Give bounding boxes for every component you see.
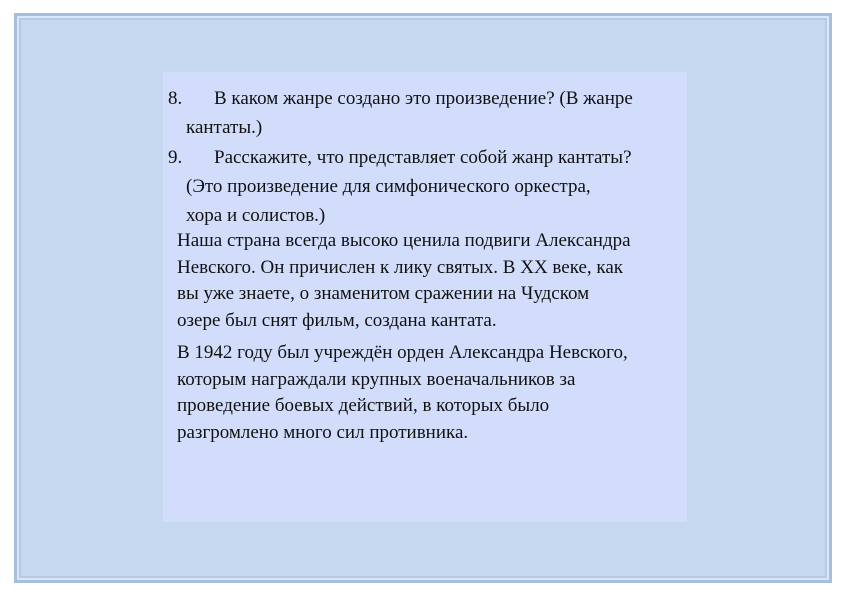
paragraph-2-line-3: проведение боевых действий, в которых было — [177, 395, 550, 416]
paragraph-2-line-1: В 1942 году был учреждён орден Александра Невского, — [177, 342, 628, 363]
paragraph-2-line-2: которым награждали крупных военачальников за — [177, 368, 576, 390]
question-8-number: 8. — [168, 88, 183, 109]
question-8-line-2: кантаты.) — [186, 117, 263, 138]
paragraph-1 — [177, 228, 707, 334]
paragraph-1-line-1: Наша страна всегда высоко ценила подвиги Александра — [177, 230, 631, 251]
question-9-line-3: хора и солистов.) — [186, 205, 326, 226]
question-9-line-2: (Это произведение для симфонического оркестра, — [186, 176, 591, 197]
paragraph-2-line-4: разгромлено много сил противника. — [177, 421, 469, 443]
paragraph-2 — [177, 340, 707, 446]
question-8-line-1: В каком жанре создано это произведение? (В жанре — [214, 88, 633, 109]
question-9 — [168, 143, 698, 230]
paragraph-1-line-4: озере был снят фильм, создана кантата. — [177, 309, 497, 331]
paragraph-1-line-3: вы уже знаете, о знаменитом сражении на Чудском — [177, 283, 590, 304]
question-9-number: 9. — [168, 147, 183, 168]
question-8 — [168, 84, 698, 142]
paragraph-1-line-2: Невского. Он причислен к лику святых. В XX веке, как — [177, 256, 624, 278]
question-9-line-1: Расскажите, что представляет собой жанр кантаты? — [214, 147, 632, 168]
